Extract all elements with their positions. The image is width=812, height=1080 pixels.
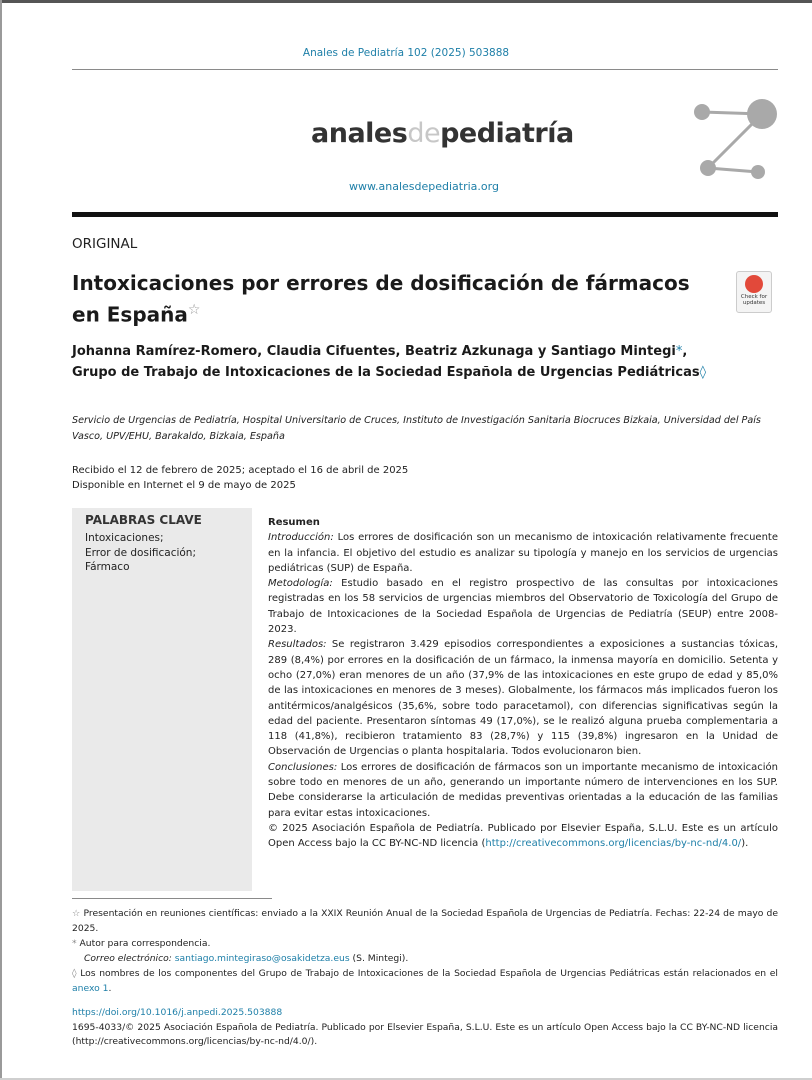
journal-reference[interactable]: Anales de Pediatría 102 (2025) 503888: [302, 47, 510, 59]
journal-website-link[interactable]: www.analesdepediatria.org: [349, 180, 499, 193]
abstract-methods: Metodología: Estudio basado en el registro prospectivo de las consultas por intoxicaciones registradas en los 58 servicios de urgencias miembros del Observatorio de Toxicología del Grupo de Trabajo de Intoxicaciones de la Sociedad Española de Urgencias de Pediatría (SEUP) entre 2008-2023.: [268, 578, 778, 636]
bottom-license-link[interactable]: http://creativecommons.org/licencias/by-nc-nd/4.0/: [75, 1036, 311, 1047]
footnote-email: Correo electrónico: santiago.mintegiraso@osakidetza.eus (S. Mintegi).: [84, 953, 409, 964]
available-date: Disponible en Internet el 9 de mayo de 2025: [72, 480, 296, 491]
affiliation: Servicio de Urgencias de Pediatría, Hospital Universitario de Cruces, Instituto de Investigación Sanitaria Biocruces Bizkaia, Universidad del País Vasco, UPV/EHU, Barakaldo, Bizkaia, España: [72, 415, 761, 442]
issn-license: 1695-4033/© 2025 Asociación Española de Pediatría. Publicado por Elsevier España, S.L.U. Este es un artículo Open Access bajo la CC BY-NC-ND licencia (http://creativecommons.org/licencias/by-nc-nd/4.0/).: [72, 1021, 778, 1047]
group-footnote-mark[interactable]: ◊: [699, 365, 707, 380]
article-type: ORIGINAL: [72, 236, 138, 252]
article-title: [72, 270, 692, 329]
crossmark-icon: [745, 275, 763, 293]
window-top-edge: [0, 0, 812, 3]
abstract-introduction: Introducción: Los errores de dosificación son un mecanismo de intoxicación relativamente frecuente en la infancia. El objetivo del estudio es analizar su tipología y manejo en los servicios de urgencias pediátricas (SUP) de España.: [268, 532, 778, 574]
license-link[interactable]: http://creativecommons.org/licencias/by-nc-nd/4.0/: [485, 838, 742, 850]
title-line-2: en España: [72, 302, 188, 327]
bottom-metadata: [72, 1006, 778, 1050]
logo-part-pediatria: pediatría: [440, 118, 574, 149]
keywords-heading: PALABRAS CLAVE: [85, 513, 202, 527]
keywords-list: [85, 531, 196, 575]
abstract-copyright: © 2025 Asociación Española de Pediatría. Publicado por Elsevier España, S.L.U. Este es un artículo Open Access bajo la CC BY-NC-ND licencia (http://creativecommons.org/licencias/by-nc-nd/4.0/).: [268, 822, 778, 850]
annex-link[interactable]: anexo 1: [72, 983, 109, 994]
keyword-item: Intoxicaciones;: [85, 532, 164, 544]
logo-part-anales: anales: [311, 118, 408, 149]
authors-line-2: Grupo de Trabajo de Intoxicaciones de la Sociedad Española de Urgencias Pediátricas: [72, 365, 700, 380]
keyword-item: Error de dosificación;: [85, 546, 196, 559]
email-link[interactable]: santiago.mintegiraso@osakidetza.eus: [174, 953, 350, 964]
footnotes: [72, 906, 778, 996]
check-badge-label: Check for updates: [740, 294, 768, 306]
abstract: [268, 515, 778, 852]
footnote-corresponding: * Autor para correspondencia.: [72, 938, 211, 949]
corresponding-author-mark[interactable]: *: [675, 344, 683, 359]
authors-line-1: Johanna Ramírez-Romero, Claudia Cifuentes, Beatriz Azkunaga y Santiago Mintegi: [72, 344, 676, 359]
author-list: Johanna Ramírez-Romero, Claudia Cifuentes, Beatriz Azkunaga y Santiago Mintegi*, Grupo de Trabajo de Intoxicaciones de la Sociedad Española de Urgencias Pediátricas◊: [72, 344, 707, 380]
doi-link[interactable]: https://doi.org/10.1016/j.anpedi.2025.503888: [72, 1007, 283, 1018]
keyword-item: Fármaco: [85, 561, 130, 573]
footnote-group: ◊ Los nombres de los componentes del Grupo de Trabajo de Intoxicaciones de la Sociedad Española de Urgencias Pediátricas están relacionados en el anexo 1.: [72, 968, 778, 994]
received-date: Recibido el 12 de febrero de 2025; aceptado el 16 de abril de 2025: [72, 465, 409, 476]
article-dates: [72, 463, 408, 493]
window-left-edge: [0, 0, 2, 1080]
abstract-results: Resultados: Se registraron 3.429 episodios correspondientes a exposiciones a sustancias tóxicas, 289 (8,4%) por errores en la dosificación de un fármaco, la inmensa mayoría en domicilio. Setenta y ocho (27,0%) eran menores de un año (37,9% de las intoxicaciones en este grupo de edad y 85,0% de las intoxicaciones en menores de 3 meses). Globalmente, los fármacos más implicados fueron los antitérmicos/analgésicos (35,6%, sobre todo paracetamol), con diferencias significativas según la edad del paciente. Presentaron síntomas 49 (17,0%), se le realizó alguna prueba complementaria a 118 (41,8%), recibieron tratamiento 83 (28,7%) y 115 (39,8%) ingresaron en la Unidad de Observación de Urgencias o planta hospitalaria. Todos evolucionaron bien.: [268, 639, 778, 758]
logo-part-de: de: [407, 118, 441, 149]
abstract-heading: Resumen: [268, 517, 320, 528]
header-divider: [72, 69, 778, 70]
title-line-1: Intoxicaciones por errores de dosificación de fármacos: [72, 271, 690, 295]
abstract-conclusions: Conclusiones: Los errores de dosificación de fármacos son un importante mecanismo de intoxicación sobre todo en menores de un año, generando un importante número de intervenciones en los SUP. Debe considerarse la articulación de medidas preventivas orientadas a la educación de las familias para evitar estas intoxicaciones.: [268, 761, 778, 819]
footnote-presentation: ☆ Presentación en reuniones científicas: enviado a la XXIX Reunión Anual de la Sociedad Española de Urgencias de Pediatría. Fechas: 22-24 de mayo de 2025.: [72, 908, 778, 934]
header-thick-rule: [72, 212, 778, 217]
footnote-divider: [72, 898, 272, 899]
title-footnote-star[interactable]: ☆: [187, 302, 201, 318]
check-for-updates-badge[interactable]: [736, 271, 772, 313]
journal-logo: [311, 118, 574, 149]
